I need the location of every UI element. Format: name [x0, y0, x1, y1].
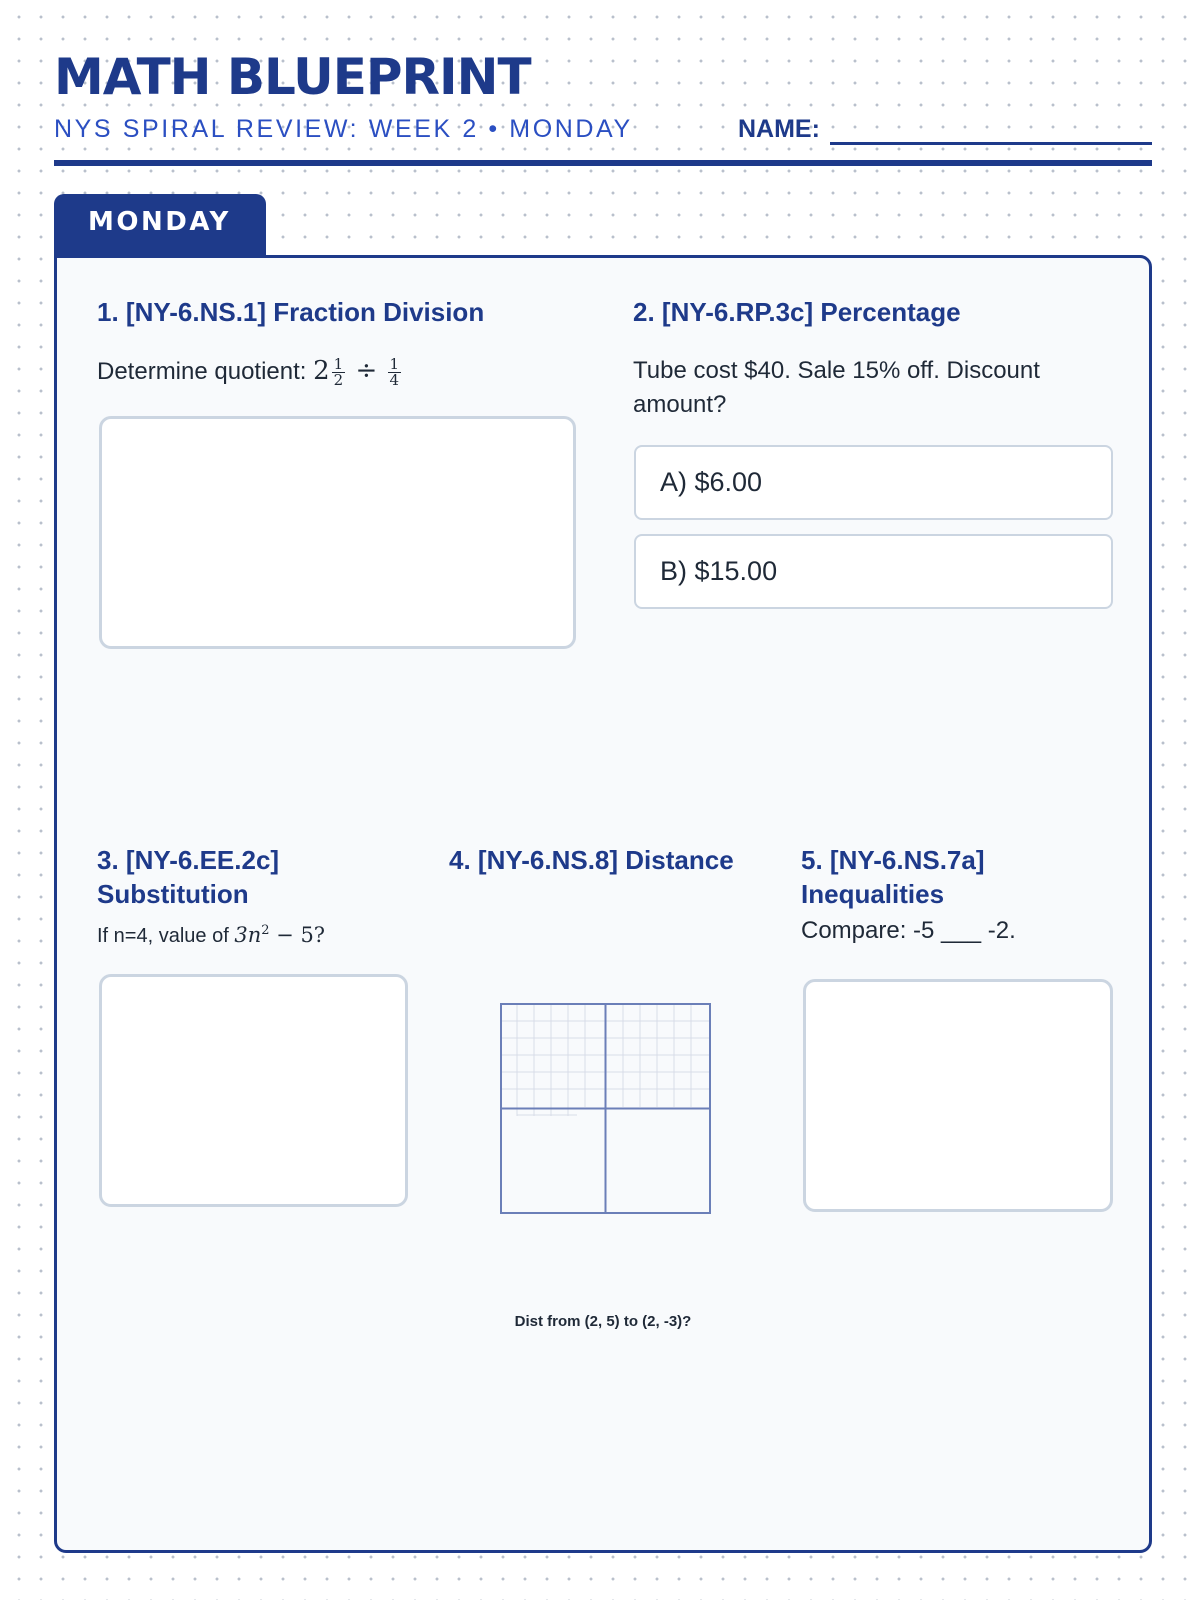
q5-answer-box[interactable] — [803, 979, 1113, 1212]
q4-title: 4. [NY-6.NS.8] Distance — [449, 845, 734, 875]
q1-answer-box[interactable] — [99, 416, 576, 649]
q1-operator: ÷ — [355, 356, 378, 386]
q3-title: 3. [NY-6.EE.2c] Substitution — [97, 845, 280, 909]
q1-fraction-1 — [332, 354, 346, 389]
q1-frac1-denominator: 2 — [333, 370, 344, 389]
q1-whole: 2 — [313, 356, 330, 386]
q2-prompt: Tube cost $40. Sale 15% off. Discount amount? — [633, 357, 1040, 418]
q1-mixed-number — [313, 354, 403, 389]
page-title: MATH BLUEPRINT — [54, 48, 531, 106]
q1-title: 1. [NY-6.NS.1] Fraction Division — [97, 297, 485, 327]
q1-fraction-2 — [388, 354, 402, 389]
name-label: NAME: — [738, 115, 820, 143]
q3-prompt-text: If n=4, value of — [97, 925, 229, 947]
q3-prompt — [97, 914, 325, 953]
q2-choice-a[interactable]: A) $6.00 — [634, 445, 1113, 520]
q3-expr-coefficient: 3n — [234, 923, 262, 947]
q5-title: 5. [NY-6.NS.7a] Inequalities — [801, 845, 985, 909]
worksheet-panel — [54, 255, 1152, 1553]
q1-frac2-denominator: 4 — [389, 370, 400, 389]
header-divider — [54, 160, 1152, 166]
q3-expression — [234, 923, 325, 947]
q3-expr-exponent: 2 — [261, 923, 270, 938]
q2-choice-b[interactable]: B) $15.00 — [634, 534, 1113, 609]
q1-frac1-numerator: 1 — [333, 354, 344, 373]
q4-prompt: Dist from (2, 5) to (2, -3)? — [514, 1313, 692, 1330]
page-subtitle: NYS SPIRAL REVIEW: WEEK 2 • MONDAY — [54, 115, 633, 143]
day-tab: MONDAY — [54, 194, 266, 256]
q1-frac2-numerator: 1 — [389, 354, 400, 373]
coordinate-grid[interactable] — [500, 1003, 712, 1215]
q3-answer-box[interactable] — [99, 974, 408, 1207]
q2-title: 2. [NY-6.RP.3c] Percentage — [633, 297, 961, 327]
q1-prompt-text: Determine quotient: — [97, 358, 307, 385]
q5-prompt: Compare: -5 ___ -2. — [801, 917, 1016, 944]
name-input-line[interactable] — [830, 142, 1152, 145]
q1-prompt — [97, 354, 403, 389]
grid-major-lines — [501, 1004, 710, 1213]
q3-expr-rest: − 5? — [269, 923, 326, 947]
